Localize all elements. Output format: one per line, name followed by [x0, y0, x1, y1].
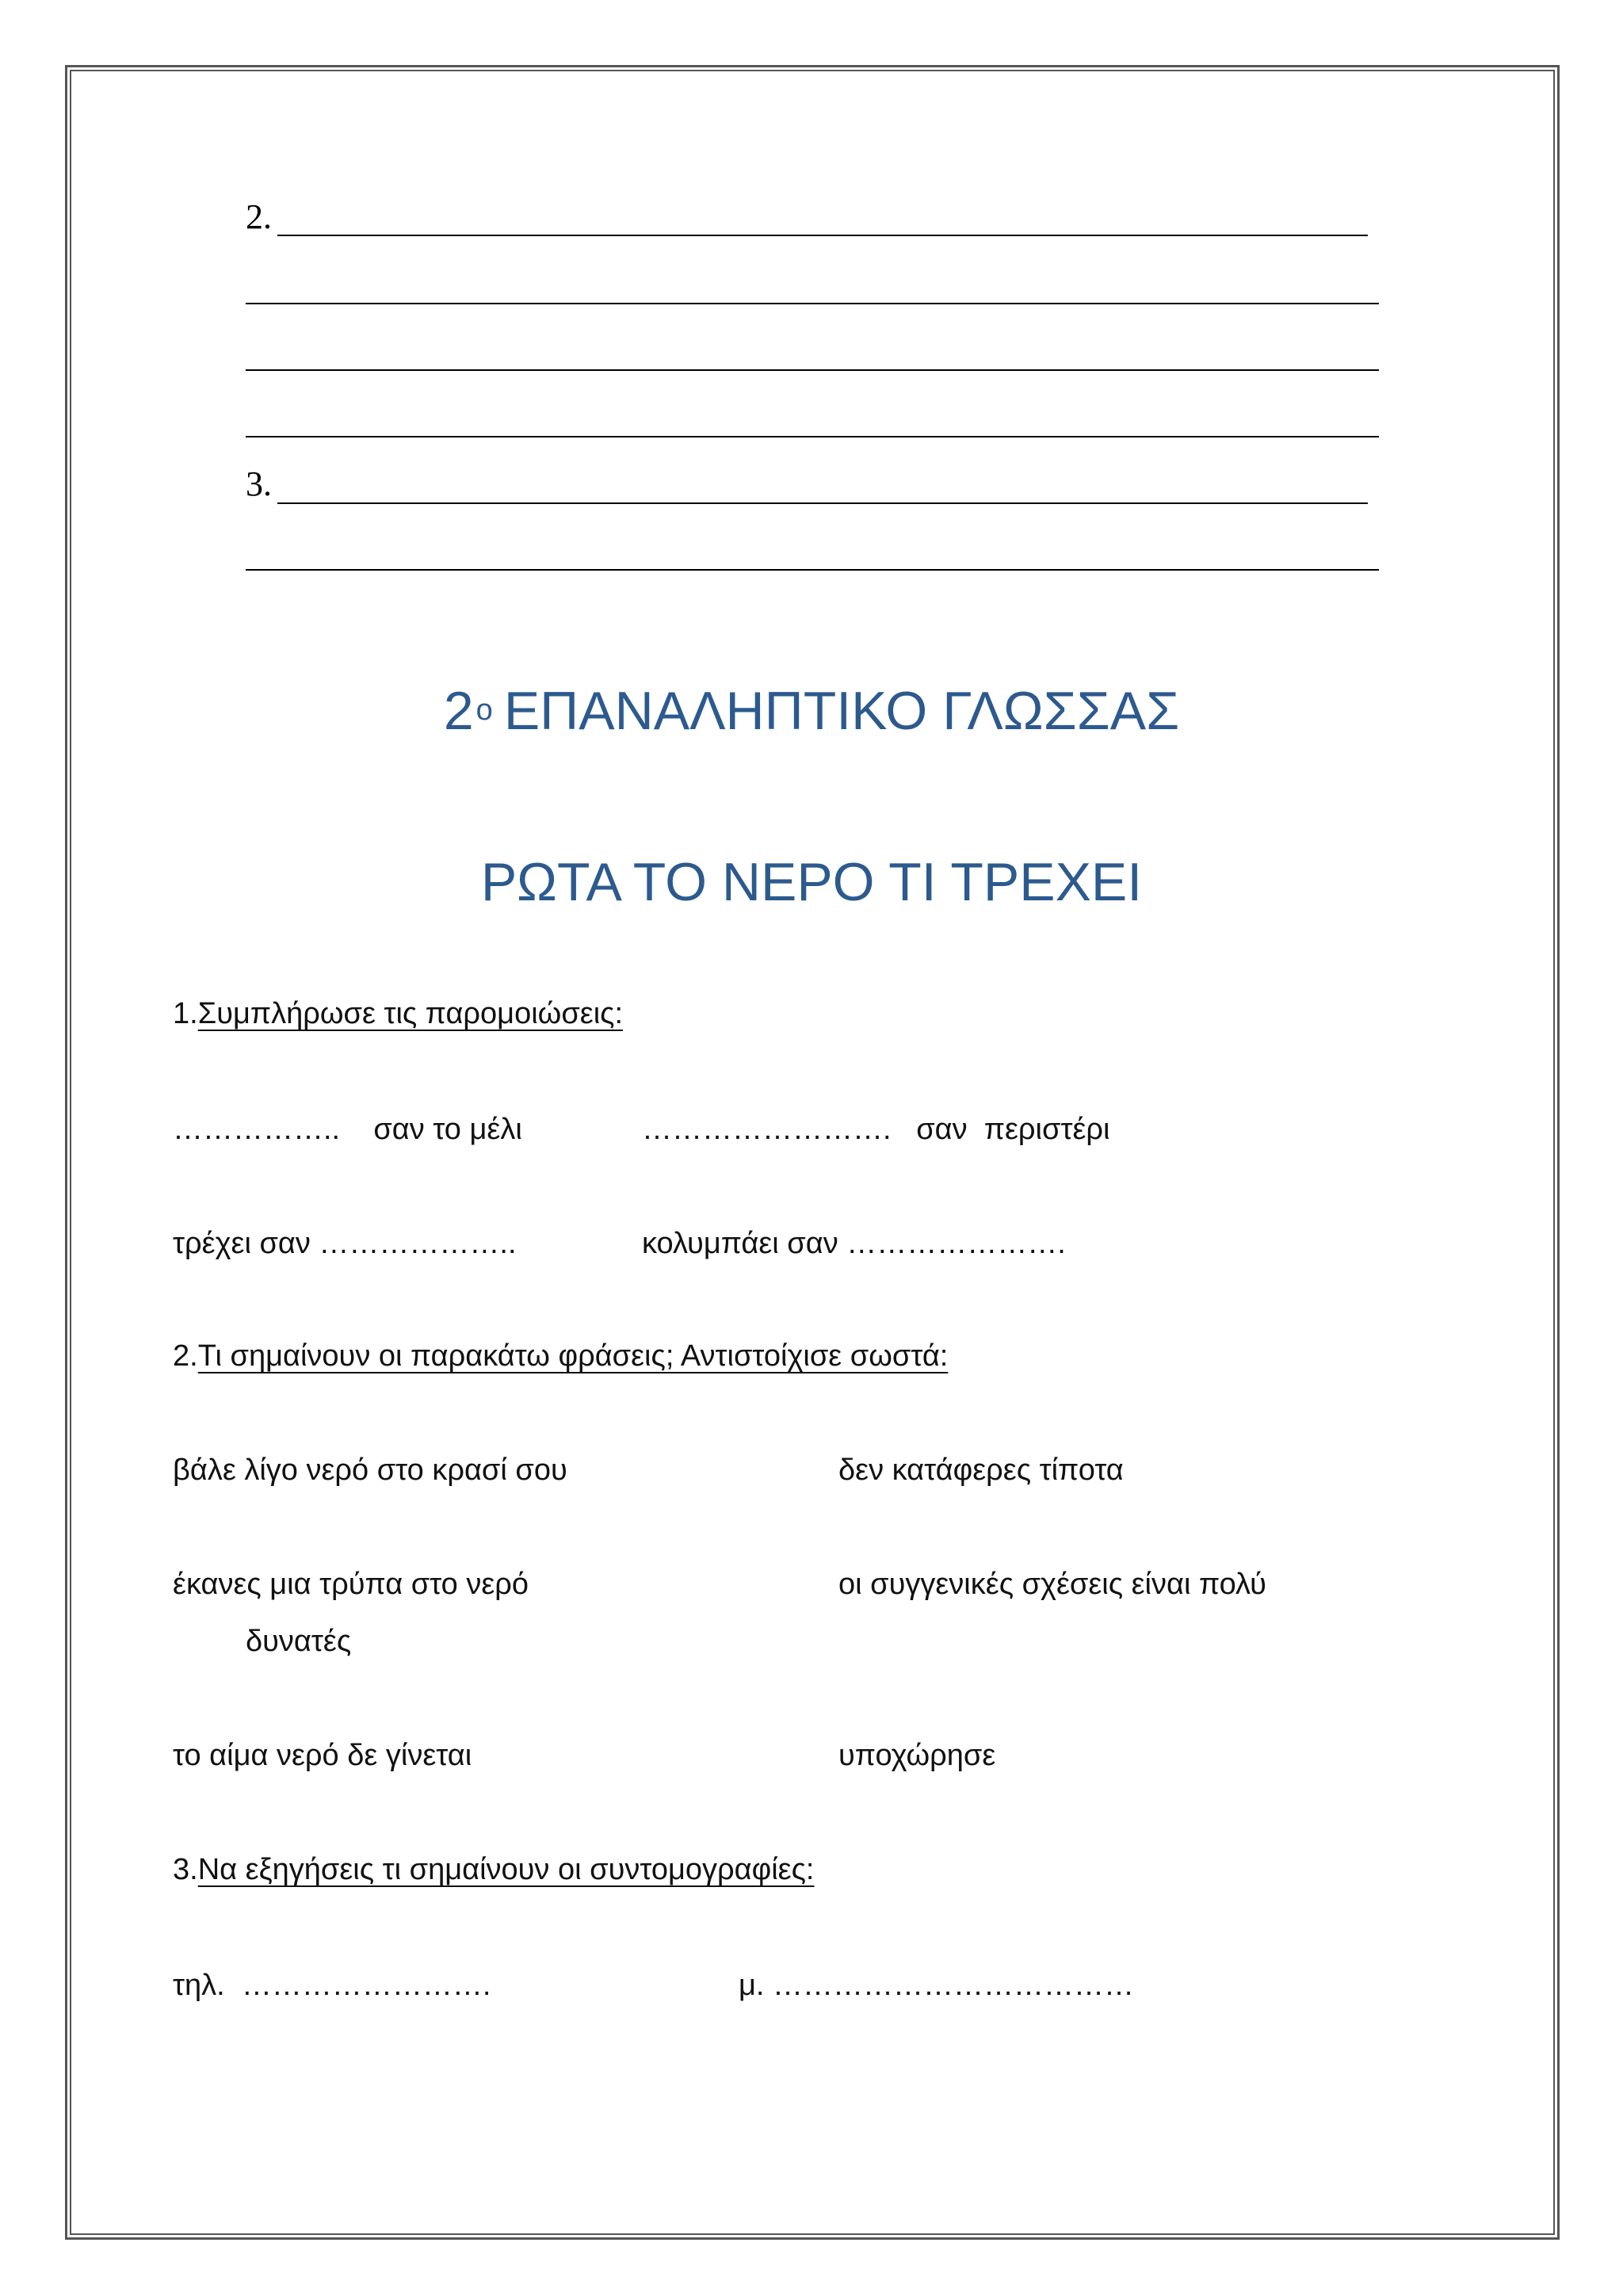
abbreviation-phone-blank: τηλ. ……………………. [173, 1969, 491, 2002]
worksheet-title [0, 680, 1623, 742]
title-text: ΕΠΑΝΑΛΗΠΤΙΚΟ ΓΛΩΣΣΑΣ [503, 681, 1180, 741]
answer-item-3-number: 3. [246, 464, 272, 503]
exercise-1-instruction: Συμπλήρωσε τις παρομοιώσεις: [197, 997, 624, 1030]
exercise-1-heading [173, 997, 623, 1031]
exercise-2-heading [173, 1339, 948, 1373]
meaning-right-3: υποχώρησε [838, 1739, 996, 1772]
answer-line [277, 235, 1368, 236]
answer-line [277, 502, 1368, 504]
answer-item-2-number: 2. [246, 197, 272, 236]
exercise-3-heading [173, 1853, 814, 1887]
answer-line [246, 436, 1379, 437]
meaning-right-2-continuation: δυνατές [246, 1625, 352, 1658]
page-border-inner [70, 70, 1555, 2235]
answer-line [246, 569, 1379, 571]
simile-blank-swims: κολυμπάει σαν …………………. [642, 1227, 1066, 1260]
title-superscript: ο [475, 693, 493, 727]
phrase-left-2: έκανες μια τρύπα στο νερό [173, 1568, 529, 1601]
phrase-left-1: βάλε λίγο νερό στο κρασί σου [173, 1454, 567, 1487]
answer-line [246, 303, 1379, 304]
exercise-3-instruction: Να εξηγήσεις τι σημαίνουν οι συντομογραφίες: [197, 1853, 815, 1886]
exercise-2-number: 2. [173, 1339, 198, 1373]
meaning-right-2: οι συγγενικές σχέσεις είναι πολύ [838, 1568, 1266, 1601]
answer-line [246, 369, 1379, 371]
simile-blank-runs: τρέχει σαν ……………….. [173, 1227, 517, 1260]
title-number: 2 [443, 681, 474, 741]
exercise-1-number: 1. [173, 997, 198, 1030]
meaning-right-1: δεν κατάφερες τίποτα [838, 1454, 1124, 1487]
exercise-3-number: 3. [173, 1853, 198, 1886]
phrase-left-3: το αίμα νερό δε γίνεται [173, 1739, 472, 1772]
abbreviation-meter-blank: μ. ……………………………… [739, 1969, 1135, 2002]
exercise-2-instruction: Τι σημαίνουν οι παρακάτω φράσεις; Αντιστοίχισε σωστά: [197, 1339, 949, 1373]
simile-blank-dove: ……………………. σαν περιστέρι [642, 1113, 1110, 1146]
worksheet-subtitle: ΡΩΤΑ ΤΟ ΝΕΡΟ ΤΙ ΤΡΕΧΕΙ [480, 852, 1143, 912]
simile-blank-honey: …………….. σαν το μέλι [173, 1113, 522, 1146]
